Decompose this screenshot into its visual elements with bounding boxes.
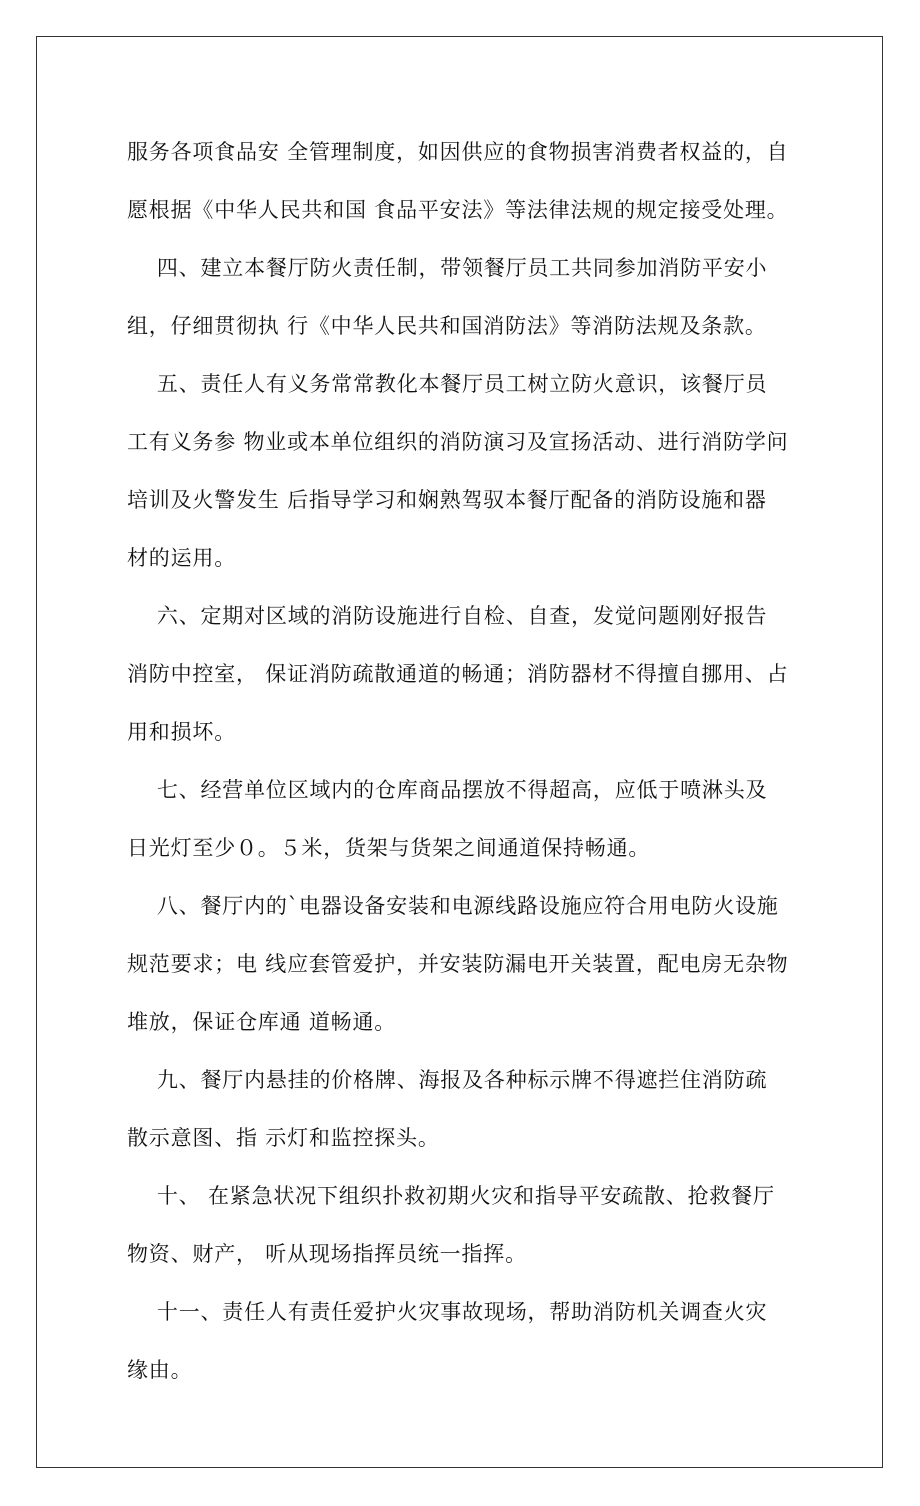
text-line: 堆放，保证仓库通 道畅通。: [127, 1010, 397, 1034]
text-line: 十一、责任人有责任爱护火灾事故现场，帮助消防机关调查火灾: [127, 1300, 768, 1324]
text-line: 用和损坏。: [127, 720, 236, 744]
text-line: 八、餐厅内的`电器设备安装和电源线路设施应符合用电防火设施: [127, 894, 779, 918]
text-line: 日光灯至少０。５米，货架与货架之间通道保持畅通。: [127, 836, 651, 860]
text-line: 五、责任人有义务常常教化本餐厅员工树立防火意识，该餐厅员: [127, 372, 768, 396]
text-line: 规范要求；电 线应套管爱护，并安装防漏电开关装置，配电房无杂物: [127, 952, 789, 976]
text-line: 消防中控室， 保证消防疏散通道的畅通；消防器材不得擅自挪用、占: [127, 662, 789, 686]
text-line: 培训及火警发生 后指导学习和娴熟驾驭本餐厅配备的消防设施和器: [127, 488, 767, 512]
text-line: 服务各项食品安 全管理制度，如因供应的食物损害消费者权益的，自: [127, 140, 789, 164]
text-line: 组，仔细贯彻执 行《中华人民共和国消防法》等消防法规及条款。: [127, 314, 767, 338]
text-line: 缘由。: [127, 1358, 193, 1382]
text-line: 散示意图、指 示灯和监控探头。: [127, 1126, 440, 1150]
text-line: 九、餐厅内悬挂的价格牌、海报及各种标示牌不得遮拦住消防疏: [127, 1068, 768, 1092]
text-line: 愿根据《中华人民共和国 食品平安法》等法律法规的规定接受处理。: [127, 198, 789, 222]
text-line: 六、定期对区域的消防设施进行自检、自查，发觉问题刚好报告: [127, 604, 768, 628]
text-line: 七、经营单位区域内的仓库商品摆放不得超高，应低于喷淋头及: [127, 778, 768, 802]
text-line: 四、建立本餐厅防火责任制，带领餐厅员工共同参加消防平安小: [127, 256, 768, 280]
text-line: 物资、财产， 听从现场指挥员统一指挥。: [127, 1242, 527, 1266]
text-line: 材的运用。: [127, 546, 236, 570]
text-line: 十、 在紧急状况下组织扑救初期火灾和指导平安疏散、抢救餐厅: [127, 1184, 775, 1208]
text-line: 工有义务参 物业或本单位组织的消防演习及宣扬活动、进行消防学问: [127, 430, 789, 454]
